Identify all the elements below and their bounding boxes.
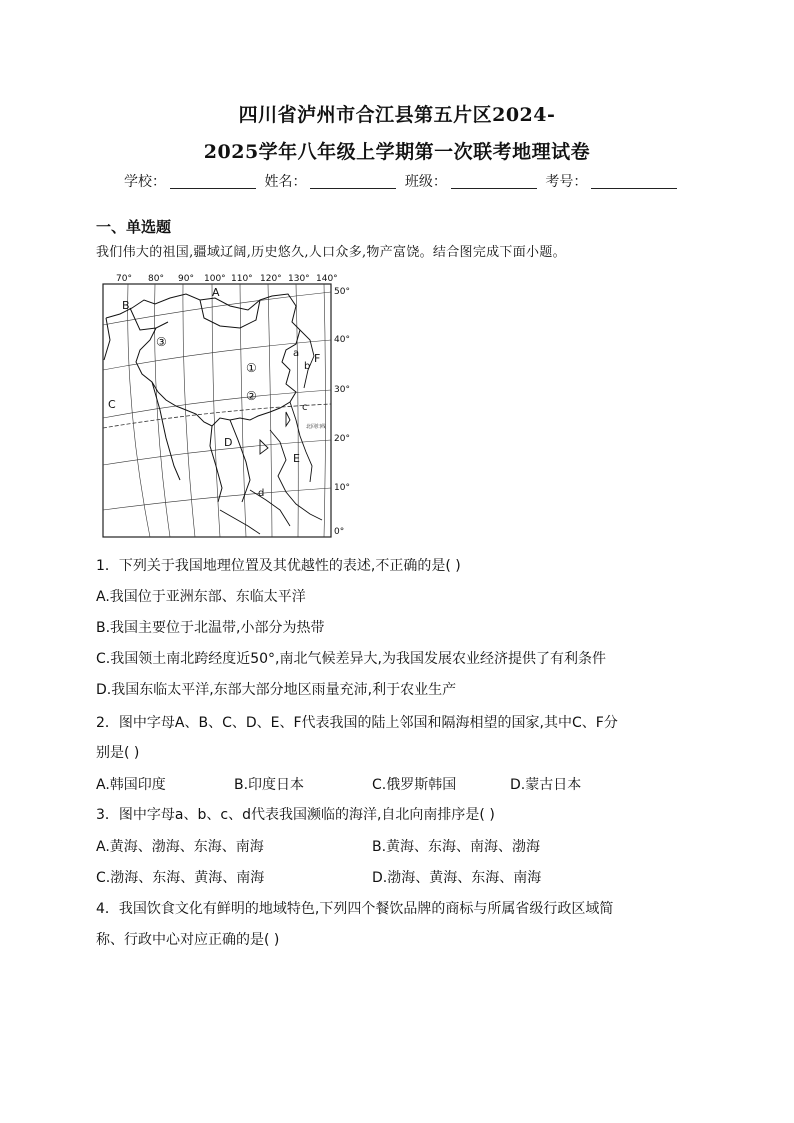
question-2-stem-line2: 别是( ) (96, 745, 140, 761)
name-blank[interactable] (310, 174, 396, 189)
map-letter-B: B (122, 299, 130, 312)
map-letter-D: D (224, 436, 233, 449)
map-letter-C: C (108, 398, 116, 411)
sea-d: d (258, 488, 265, 499)
q1-option-c[interactable]: C.我国领土南北跨经度近50°,南北气候差异大,为我国发展农业经济提供了有利条件 (96, 651, 606, 667)
region-2: ② (246, 389, 257, 403)
map-labels (108, 286, 320, 499)
q3-option-b[interactable]: B.黄海、东海、南海、渤海 (372, 839, 541, 855)
name-label: 姓名： (264, 174, 307, 190)
map-letter-A: A (212, 286, 220, 299)
q3-option-d[interactable]: D.渤海、黄海、东海、南海 (372, 870, 542, 886)
question-2-stem-line1: 2．图中字母A、B、C、D、E、F代表我国的陆上邻国和隔海相望的国家,其中C、F分 (96, 715, 618, 731)
q2-option-a[interactable]: A.韩国印度 (96, 777, 166, 793)
class-blank[interactable] (451, 174, 537, 189)
sea-b: b (304, 361, 311, 372)
lat-label-40: 40° (334, 335, 350, 345)
lat-label-50: 50° (334, 287, 350, 297)
lat-label-20: 20° (334, 434, 350, 444)
question-4-stem-line1: 4．我国饮食文化有鲜明的地域特色,下列四个餐饮品牌的商标与所属省级行政区域简 (96, 901, 614, 917)
map-letter-F: F (314, 352, 321, 365)
graticule (103, 284, 331, 537)
lat-label-30: 30° (334, 385, 350, 395)
sea-a: a (293, 348, 300, 359)
q2-option-b[interactable]: B.印度日本 (234, 777, 305, 793)
lon-label-80: 80° (148, 274, 164, 284)
exam-number-blank[interactable] (591, 174, 677, 189)
q1-option-d[interactable]: D.我国东临太平洋,东部大部分地区雨量充沛,利于农业生产 (96, 682, 457, 698)
region-1: ① (246, 361, 257, 375)
question-3-stem: 3．图中字母a、b、c、d代表我国濒临的海洋,自北向南排序是( ) (96, 807, 495, 823)
school-label: 学校： (124, 174, 166, 190)
lat-label-0: 0° (334, 527, 345, 537)
china-map-figure (100, 270, 355, 540)
region-3: ③ (156, 335, 167, 349)
question-4-stem-line2: 称、行政中心对应正确的是( ) (96, 932, 280, 948)
lon-label-130: 130° (288, 274, 310, 284)
q2-option-d[interactable]: D.蒙古日本 (510, 777, 582, 793)
exam-title-line2: 2025学年八年级上学期第一次联考地理试卷 (203, 141, 591, 163)
q3-option-a[interactable]: A.黄海、渤海、东海、南海 (96, 839, 264, 855)
tropic-of-cancer-label: 北回归线 (306, 424, 327, 430)
student-info-fields (124, 171, 681, 191)
section-title: 一、单选题 (96, 218, 172, 236)
exam-title-line1: 四川省泸州市合江县第五片区2024- (238, 104, 556, 126)
question-1-stem: 1．下列关于我国地理位置及其优越性的表述,不正确的是( ) (96, 558, 461, 574)
intro-text: 我们伟大的祖国,疆域辽阔,历史悠久,人口众多,物产富饶。结合图完成下面小题。 (96, 245, 566, 260)
class-label: 班级： (404, 174, 447, 190)
sea-c: c (302, 402, 308, 413)
exam-number-label: 考号： (545, 174, 588, 190)
lon-label-120: 120° (260, 274, 282, 284)
lon-label-140: 140° (316, 274, 338, 284)
lat-label-10: 10° (334, 483, 350, 493)
lon-label-100: 100° (204, 274, 226, 284)
school-blank[interactable] (170, 174, 256, 189)
lon-label-70: 70° (116, 274, 132, 284)
lon-label-90: 90° (178, 274, 194, 284)
q1-option-b[interactable]: B.我国主要位于北温带,小部分为热带 (96, 620, 325, 636)
q2-option-c[interactable]: C.俄罗斯韩国 (372, 777, 457, 793)
map-letter-E: E (293, 452, 300, 465)
q3-option-c[interactable]: C.渤海、东海、黄海、南海 (96, 870, 265, 886)
lon-label-110: 110° (231, 274, 253, 284)
q1-option-a[interactable]: A.我国位于亚洲东部、东临太平洋 (96, 589, 306, 605)
